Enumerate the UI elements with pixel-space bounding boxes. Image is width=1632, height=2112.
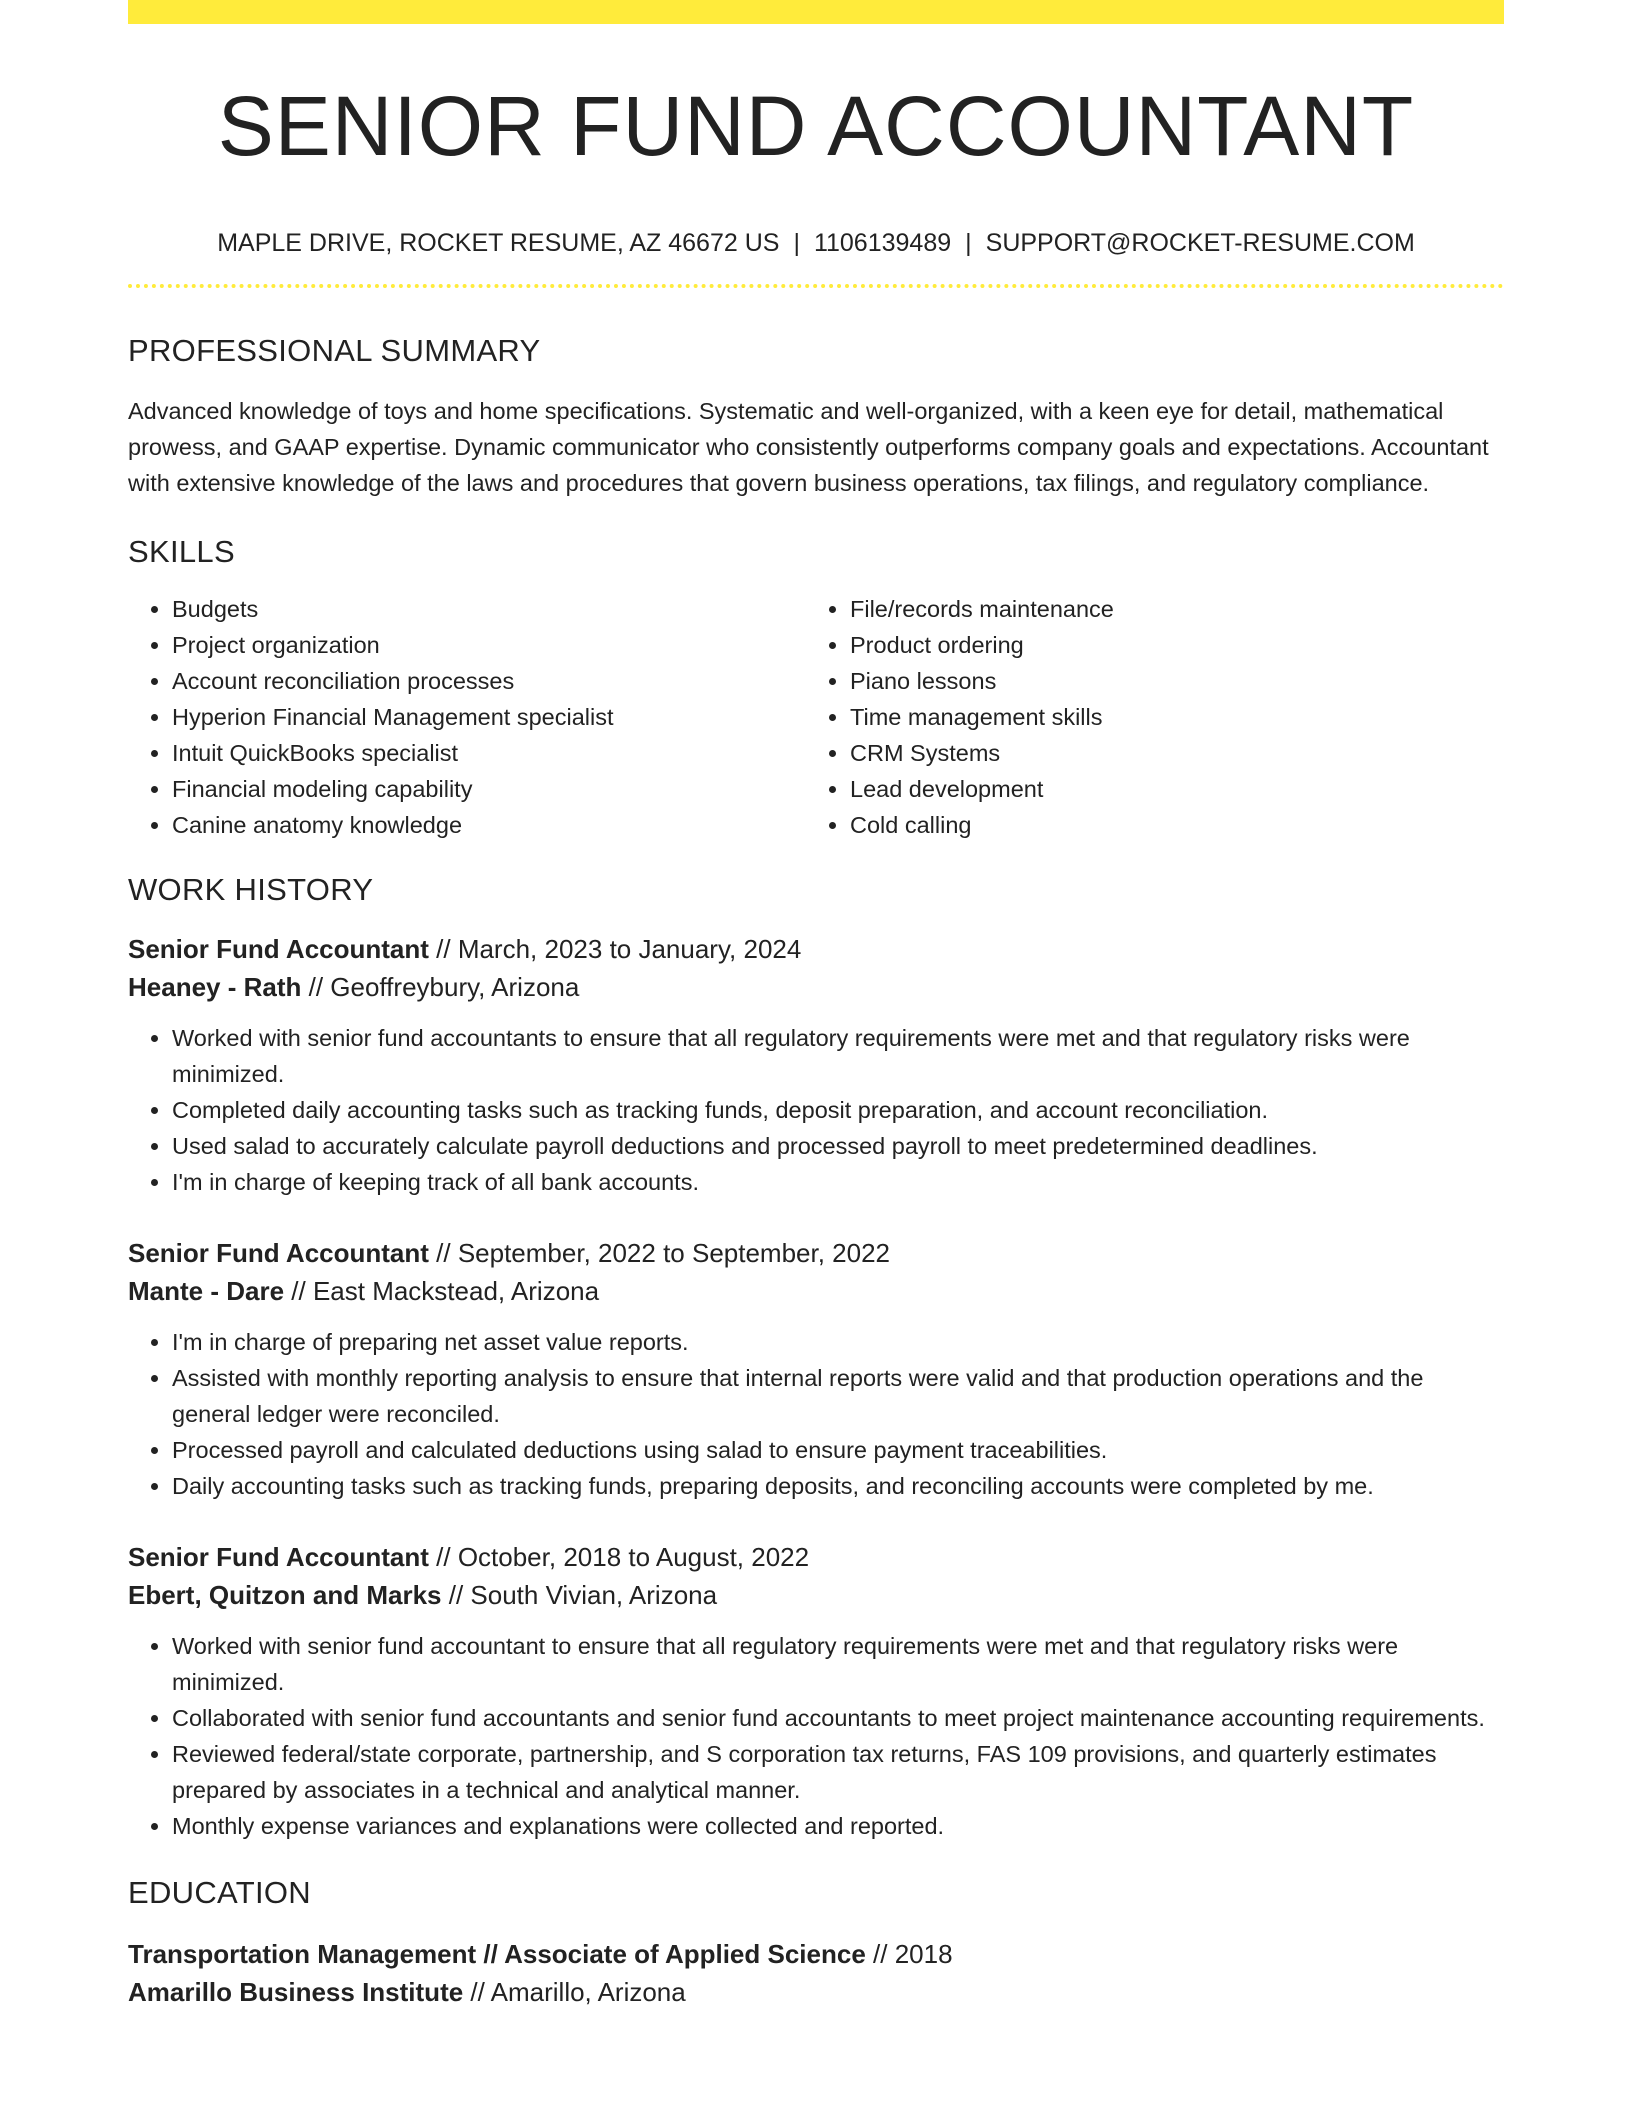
resume-title: SENIOR FUND ACCOUNTANT	[217, 79, 1415, 173]
job-bullets	[128, 1324, 1504, 1504]
skill-item: • File/records maintenance	[850, 591, 1484, 627]
job-dates: // March, 2023 to January, 2024	[428, 933, 802, 964]
skill-item: • Cold calling	[850, 807, 1484, 843]
phone: 1106139489	[813, 229, 952, 258]
contact-separator: |	[965, 229, 972, 258]
job-bullet: • Used salad to accurately calculate payroll deductions and processed payroll to meet predetermined deadlines.	[172, 1128, 1504, 1164]
education-school-line	[128, 1973, 1504, 2011]
skill-item: • Project organization	[172, 627, 806, 663]
job-bullet: • Monthly expense variances and explanations were collected and reported.	[172, 1808, 1504, 1844]
job-bullet: • Daily accounting tasks such as tracking funds, preparing deposits, and reconciling accounts were completed by me.	[172, 1468, 1504, 1504]
skill-item: • Account reconciliation processes	[172, 663, 806, 699]
job-company-line	[128, 1272, 1504, 1310]
contact-line	[128, 228, 1504, 258]
education-degree: Transportation Management // Associate of Applied Science	[128, 1938, 866, 1969]
job-company-line	[128, 1576, 1504, 1614]
skill-item: • Financial modeling capability	[172, 771, 806, 807]
job-title-line	[128, 1538, 1504, 1576]
skill-item: • Hyperion Financial Management specialist	[172, 699, 806, 735]
skills-column-right	[806, 591, 1484, 843]
job-company: Heaney - Rath	[128, 971, 302, 1002]
job-bullet: • I'm in charge of preparing net asset value reports.	[172, 1324, 1504, 1360]
job-bullet: • Worked with senior fund accountants to ensure that all regulatory requirements were met and that regulatory risks were minimized.	[172, 1020, 1504, 1092]
job-company: Ebert, Quitzon and Marks	[128, 1579, 442, 1610]
skills-column-left	[128, 591, 806, 843]
job-location: // East Mackstead, Arizona	[284, 1275, 600, 1306]
education-degree-line	[128, 1935, 1504, 1973]
job-bullet: • Processed payroll and calculated deductions using salad to ensure payment traceabilities.	[172, 1432, 1504, 1468]
job-bullet: • Reviewed federal/state corporate, partnership, and S corporation tax returns, FAS 109 provisions, and quarterly estimates prepared by associates in a technical and analytical manner.	[172, 1736, 1504, 1808]
education-heading: EDUCATION	[128, 1874, 311, 1910]
skill-item: • Lead development	[850, 771, 1484, 807]
address: MAPLE DRIVE, ROCKET RESUME, AZ 46672 US	[217, 229, 780, 258]
summary-text: Advanced knowledge of toys and home specifications. Systematic and well-organized, with a keen eye for detail, mathematical prowess, and GAAP expertise. Dynamic communicator who consistently outperforms company goals and expectations. Accountant with extensive knowledge of the laws and procedures that govern business operations, tax filings, and regulatory compliance.	[128, 398, 1489, 497]
job-location: // South Vivian, Arizona	[441, 1579, 718, 1610]
resume-page	[128, 0, 1504, 2011]
skill-item: • CRM Systems	[850, 735, 1484, 771]
education-school: Amarillo Business Institute	[128, 1976, 464, 2007]
job-title-line	[128, 1234, 1504, 1272]
job-bullet: • Worked with senior fund accountant to ensure that all regulatory requirements were met and that regulatory risks were minimized.	[172, 1628, 1504, 1700]
job-title: Senior Fund Accountant	[128, 1541, 429, 1572]
dotted-divider	[128, 284, 1504, 288]
job-location: // Geoffreybury, Arizona	[301, 971, 580, 1002]
job-bullet: • Completed daily accounting tasks such as tracking funds, deposit preparation, and account reconciliation.	[172, 1092, 1504, 1128]
job-entry	[128, 1234, 1504, 1504]
job-bullet: • I'm in charge of keeping track of all bank accounts.	[172, 1164, 1504, 1200]
job-bullets	[128, 1020, 1504, 1200]
job-bullet: • Collaborated with senior fund accountants and senior fund accountants to meet project maintenance accounting requirements.	[172, 1700, 1504, 1736]
skill-item: • Piano lessons	[850, 663, 1484, 699]
job-bullets	[128, 1628, 1504, 1844]
job-dates: // October, 2018 to August, 2022	[428, 1541, 810, 1572]
education-location: // Amarillo, Arizona	[463, 1976, 686, 2007]
job-bullet: • Assisted with monthly reporting analysis to ensure that internal reports were valid and that production operations and the general ledger were reconciled.	[172, 1360, 1504, 1432]
top-accent-bar	[128, 0, 1504, 24]
work-history-heading: WORK HISTORY	[128, 871, 374, 907]
skills-heading: SKILLS	[128, 534, 235, 570]
job-company: Mante - Dare	[128, 1275, 285, 1306]
job-entry	[128, 1538, 1504, 1844]
skills-list	[128, 591, 1504, 843]
summary-heading: PROFESSIONAL SUMMARY	[128, 333, 541, 369]
skill-item: • Budgets	[172, 591, 806, 627]
job-title-line	[128, 930, 1504, 968]
job-entry	[128, 930, 1504, 1200]
education-year: // 2018	[865, 1938, 953, 1969]
skill-item: • Canine anatomy knowledge	[172, 807, 806, 843]
job-dates: // September, 2022 to September, 2022	[428, 1237, 891, 1268]
skill-item: • Time management skills	[850, 699, 1484, 735]
skill-item: • Product ordering	[850, 627, 1484, 663]
job-title: Senior Fund Accountant	[128, 1237, 429, 1268]
skill-item: • Intuit QuickBooks specialist	[172, 735, 806, 771]
job-title: Senior Fund Accountant	[128, 933, 429, 964]
education-entry	[128, 1935, 1504, 2011]
email: SUPPORT@ROCKET-RESUME.COM	[985, 229, 1415, 258]
job-company-line	[128, 968, 1504, 1006]
contact-separator: |	[793, 229, 800, 258]
